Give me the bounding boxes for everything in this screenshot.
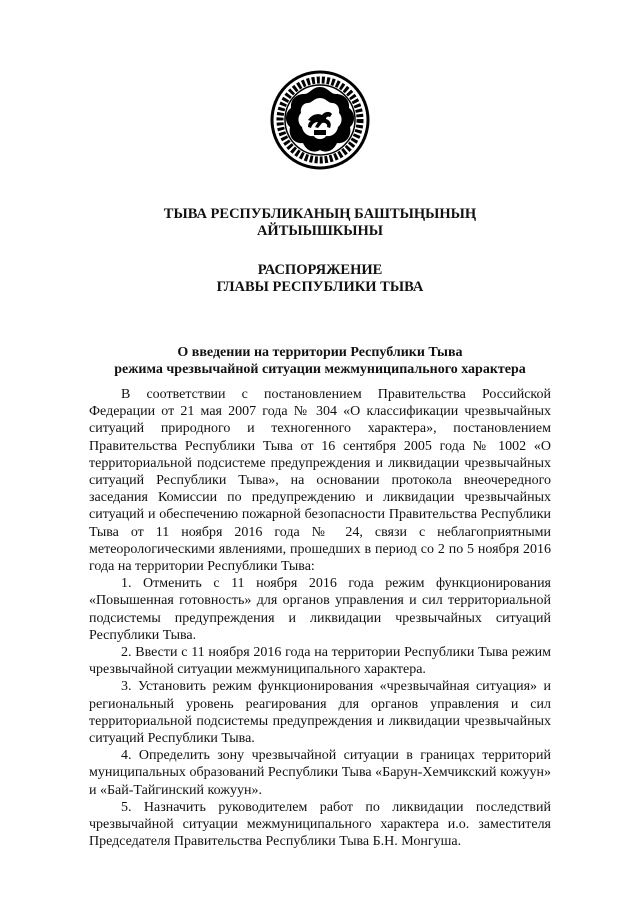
russian-header-line1: РАСПОРЯЖЕНИЕ	[257, 262, 383, 278]
document-body	[89, 386, 551, 850]
tyva-header	[90, 206, 550, 240]
preamble-paragraph: В соответствии с постановлением Правительства Российской Федерации от 21 мая 2007 года № 304 «О классификации чрезвычайных ситуаций природного и техногенного характера», постановлением Правительства Республики Тыва от 16 сентября 2005 года № 1002 «О территориальной подсистеме предупреждения и ликвидации чрезвычайных ситуаций Республики Тыва», на основании протокола внеочередного заседания Комиссии по предупреждению и ликвидации чрезвычайных ситуаций и обеспечению пожарной безопасности Правительства Республики Тыва от 11 ноября 2016 года № 24, связи с неблагоприятными метеорологическими явлениями, прошедших в период со 2 по 5 ноября 2016 года на территории Республики Тыва:	[89, 387, 551, 575]
clause-paragraph: 4. Определить зону чрезвычайной ситуации в границах территорий муниципальных образований Республики Тыва «Барун-Хемчикский кожуун» и «Бай-Тайгинский кожуун».	[89, 748, 551, 798]
emblem-icon	[270, 70, 370, 170]
document-title	[80, 344, 560, 378]
clause-paragraph: 5. Назначить руководителем работ по ликвидации последствий чрезвычайной ситуации межмуниципального характера и.о. заместителя Председателя Правительства Республики Тыва Б.Н. Монгуша.	[89, 799, 551, 850]
russian-header	[90, 262, 550, 296]
tyva-header-line1: ТЫВА РЕСПУБЛИКАНЫҢ БАШТЫҢЫНЫҢ	[163, 206, 477, 222]
clause-paragraph: 1. Отменить с 11 ноября 2016 года режим функционирования «Повышенная готовность» для органов управления и сил территориальной подсистемы предупреждения и ликвидации чрезвычайных ситуаций Республики Тыва.	[89, 576, 551, 643]
clause-paragraph: 3. Установить режим функционирования «чрезвычайная ситуация» и региональный уровень реагирования для органов управления и сил территориальной подсистемы предупреждения и ликвидации чрезвычайных ситуаций Республики Тыва.	[89, 679, 551, 747]
document-title-line2: режима чрезвычайной ситуации межмуниципального характера	[114, 362, 526, 377]
tyva-header-line2: АЙТЫЫШКЫНЫ	[256, 223, 384, 239]
clause-paragraph: 2. Ввести с 11 ноября 2016 года на территории Республики Тыва режим чрезвычайной ситуации межмуниципального характера.	[89, 645, 551, 678]
russian-header-line2: ГЛАВЫ РЕСПУБЛИКИ ТЫВА	[216, 279, 424, 295]
document-title-line1: О введении на территории Республики Тыва	[177, 345, 463, 360]
